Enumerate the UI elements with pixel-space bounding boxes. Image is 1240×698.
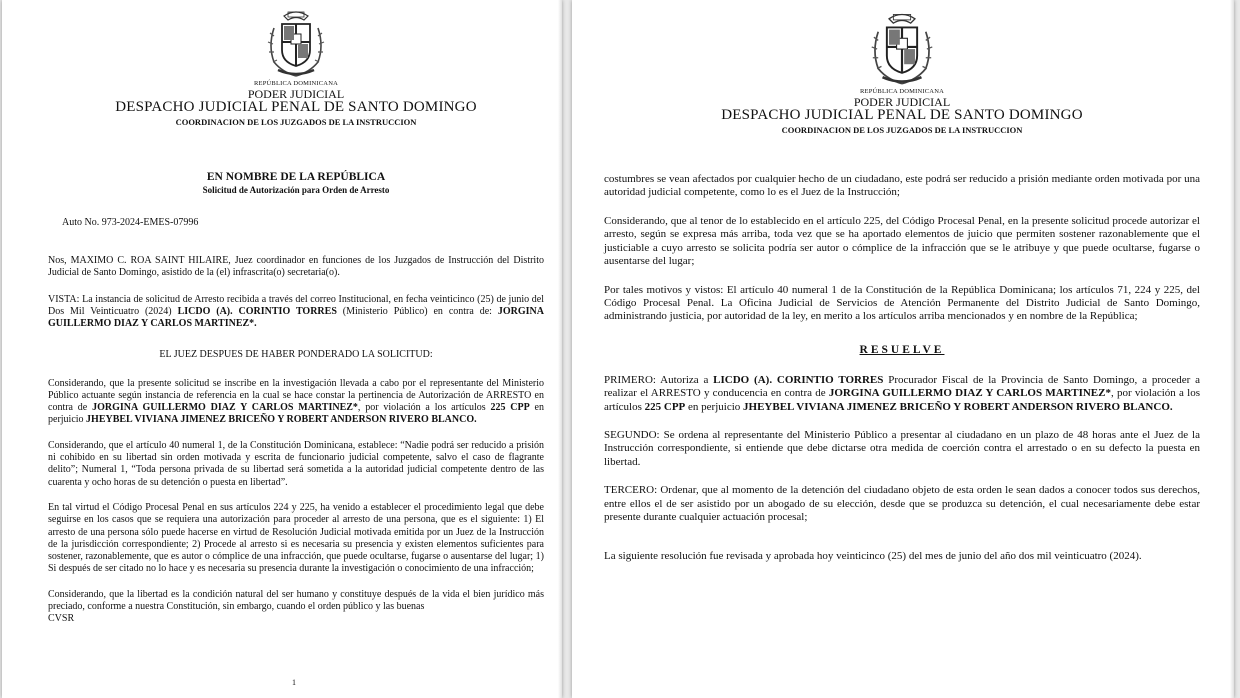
header-despacho: DESPACHO JUDICIAL PENAL DE SANTO DOMINGO bbox=[721, 107, 1083, 124]
document-page-right bbox=[572, 0, 1234, 698]
paragraph-segundo: SEGUNDO: Se ordena al representante del Ministerio Público a presentar al ciudadano en un plazo de 48 horas ante el Juez de la Instrucción correspondiente, si entiende que debe dictarse otra medida de coerción contra el arrestado o en su defecto la puesta en libertad. bbox=[604, 428, 1200, 468]
header-poder-judicial: PODER JUDICIAL bbox=[247, 86, 345, 101]
paragraph-considerando-3: Considerando, que la libertad es la condición natural del ser humano y constituye después de la vida el bien jurídico más preciado, conforme a nuestra Constitución, sin embargo, cuando el orden público y las buenas bbox=[48, 588, 544, 613]
header-poder-judicial: PODER JUDICIAL bbox=[853, 94, 951, 109]
paragraph-considerando-2: Considerando, que el artículo 40 numeral 1, de la Constitución Dominicana, establece: “Nadie podrá ser reducido a prisión ni cohibido en su libertad sin orden motivada y escrita de funcionario judicial competente, salvo el caso de flagrante delito”; Numeral 1, “Toda persona privada de su libertad será sometida a la autoridad judicial competente dentro de las cuarenta y ocho horas de su detención o puesta en libertad”. bbox=[48, 439, 544, 488]
letterhead bbox=[604, 8, 1200, 135]
paragraph-primero: PRIMERO: Autoriza a LICDO (A). CORINTIO TORRES Procurador Fiscal de la Provincia de Santo Domingo, a proceder a realizar el ARRESTO y conducencia en contra de JORGINA GUILLERMO DIAZ Y CARLOS MARTINEZ*, por violación a los artículos 225 CPP en perjuicio JHEYBEL VIVIANA JIMENEZ BRICEÑO Y ROBERT ANDERSON RIVERO BLANCO. bbox=[604, 373, 1200, 413]
document-subtitle: Solicitud de Autorización para Orden de Arresto bbox=[202, 185, 390, 196]
paragraph-nos: Nos, MAXIMO C. ROA SAINT HILAIRE, Juez coordinador en funciones de los Juzgados de Instrucción del Distrito Judicial de Santo Domingo, asistido de la (el) infrascrita(o) secretaria(o). bbox=[48, 255, 544, 279]
paragraph-considerando-articulo-225: Considerando, que al tenor de lo establecido en el artículo 225, del Código Procesal Penal, en la presente solicitud procede autorizar el arresto, según se expresa más arriba, toda vez que se ha aportado elementos de juicio que permiten sostener razonablemente que el justiciable a cuyo arresto se solicita podría ser autor o cómplice de la infracción que se le atribuye y que puede ocultarse, fugarse o ausentarse del lugar; bbox=[604, 214, 1200, 268]
letterhead bbox=[48, 6, 544, 127]
paragraph-por-tales-motivos: Por tales motivos y vistos: El artículo 40 numeral 1 de la Constitución de la República Dominicana; los artículos 71, 224 y 225, del Código Procesal Penal. La Oficina Judicial de Servicios de Atención Permanente del Distrito Judicial de Santo Domingo, administrando justicia, por autoridad de la ley, en merito a los artículos arriba mencionados y en nombre de la República; bbox=[604, 283, 1200, 323]
document-page-left bbox=[2, 0, 562, 698]
paragraph-costumbres: costumbres se vean afectados por cualquier hecho de un ciudadano, este podrá ser reducido a prisión mediante orden motivada por una autoridad judicial competente, como lo es el Juez de la Instrucción; bbox=[604, 173, 1200, 199]
header-coordinacion: COORDINACION DE LOS JUZGADOS DE LA INSTRUCCION bbox=[781, 125, 1023, 136]
paragraph-considerando-1: Considerando, que la presente solicitud se inscribe en la investigación llevada a cabo por el representante del Ministerio Público actuante según instancia de referencia en la cual se hace constar la pertinencia de Autorización de ARRESTO en contra de JORGINA GUILLERMO DIAZ Y CARLOS MARTINEZ*, por violación a los artículos 225 CPP en perjuicio JHEYBEL VIVIANA JIMENEZ BRICEÑO Y ROBERT ANDERSON RIVERO BLANCO. bbox=[48, 377, 544, 426]
paragraph-codigo-procesal: En tal virtud el Código Procesal Penal en sus artículos 224 y 225, ha venido a establecer el procedimiento legal que debe seguirse en los casos que se requiera una autorización para proceder al arresto de una persona, que es el siguiente: 1) El arresto de una persona sólo puede hacerse en virtud de Resolución Judicial motivada emitida por un Juez de la Instrucción de la jurisdicción correspondiente; 2) Procede al arresto si es necesaria su presencia y existen elementos suficientes para sostener, razonablemente, que es autor o cómplice de una infracción, que puede ocultarse, fugarse o ausentarse del lugar; 1) Si después de ser citado no lo hace y es necesaria su presencia durante la investigación o conocimiento de una infracción; bbox=[48, 501, 544, 575]
coat-of-arms-icon bbox=[264, 6, 328, 80]
header-republica: REPÚBLICA DOMINICANA bbox=[254, 80, 338, 87]
auto-number: Auto No. 973-2024-EMES-07996 bbox=[62, 217, 199, 229]
header-despacho: DESPACHO JUDICIAL PENAL DE SANTO DOMINGO bbox=[115, 99, 477, 116]
paragraph-vista: VISTA: La instancia de solicitud de Arresto recibida a través del correo Institucional, en fecha veinticinco (25) de junio del Dos Mil Veinticuatro (2024) LICDO (A). CORINTIO TORRES (Ministerio Público) en contra de: JORGINA GUILLERMO DIAZ Y CARLOS MARTINEZ*. bbox=[48, 293, 544, 330]
footer-code: CVSR bbox=[48, 613, 75, 625]
coat-of-arms-icon bbox=[867, 8, 937, 88]
section-heading-resuelve: RESUELVE bbox=[859, 343, 945, 356]
document-title: EN NOMBRE DE LA REPÚBLICA bbox=[206, 171, 386, 184]
header-republica: REPÚBLICA DOMINICANA bbox=[860, 88, 944, 95]
paragraph-tercero: TERCERO: Ordenar, que al momento de la detención del ciudadano objeto de esta orden le sean dados a conocer todos sus derechos, entre ellos el de ser asistido por un abogado de su elección, desde que se produzca su detención, el cual necesariamente debe estar presente durante cualquier actuación procesal; bbox=[604, 484, 1200, 523]
paragraph-final: La siguiente resolución fue revisada y aprobada hoy veinticinco (25) del mes de junio del año dos mil veinticuatro (2024). bbox=[604, 550, 1142, 563]
header-coordinacion: COORDINACION DE LOS JUZGADOS DE LA INSTRUCCION bbox=[175, 117, 417, 128]
section-heading-juez: EL JUEZ DESPUES DE HABER PONDERADO LA SOLICITUD: bbox=[159, 348, 433, 360]
page-number: 1 bbox=[292, 678, 296, 687]
